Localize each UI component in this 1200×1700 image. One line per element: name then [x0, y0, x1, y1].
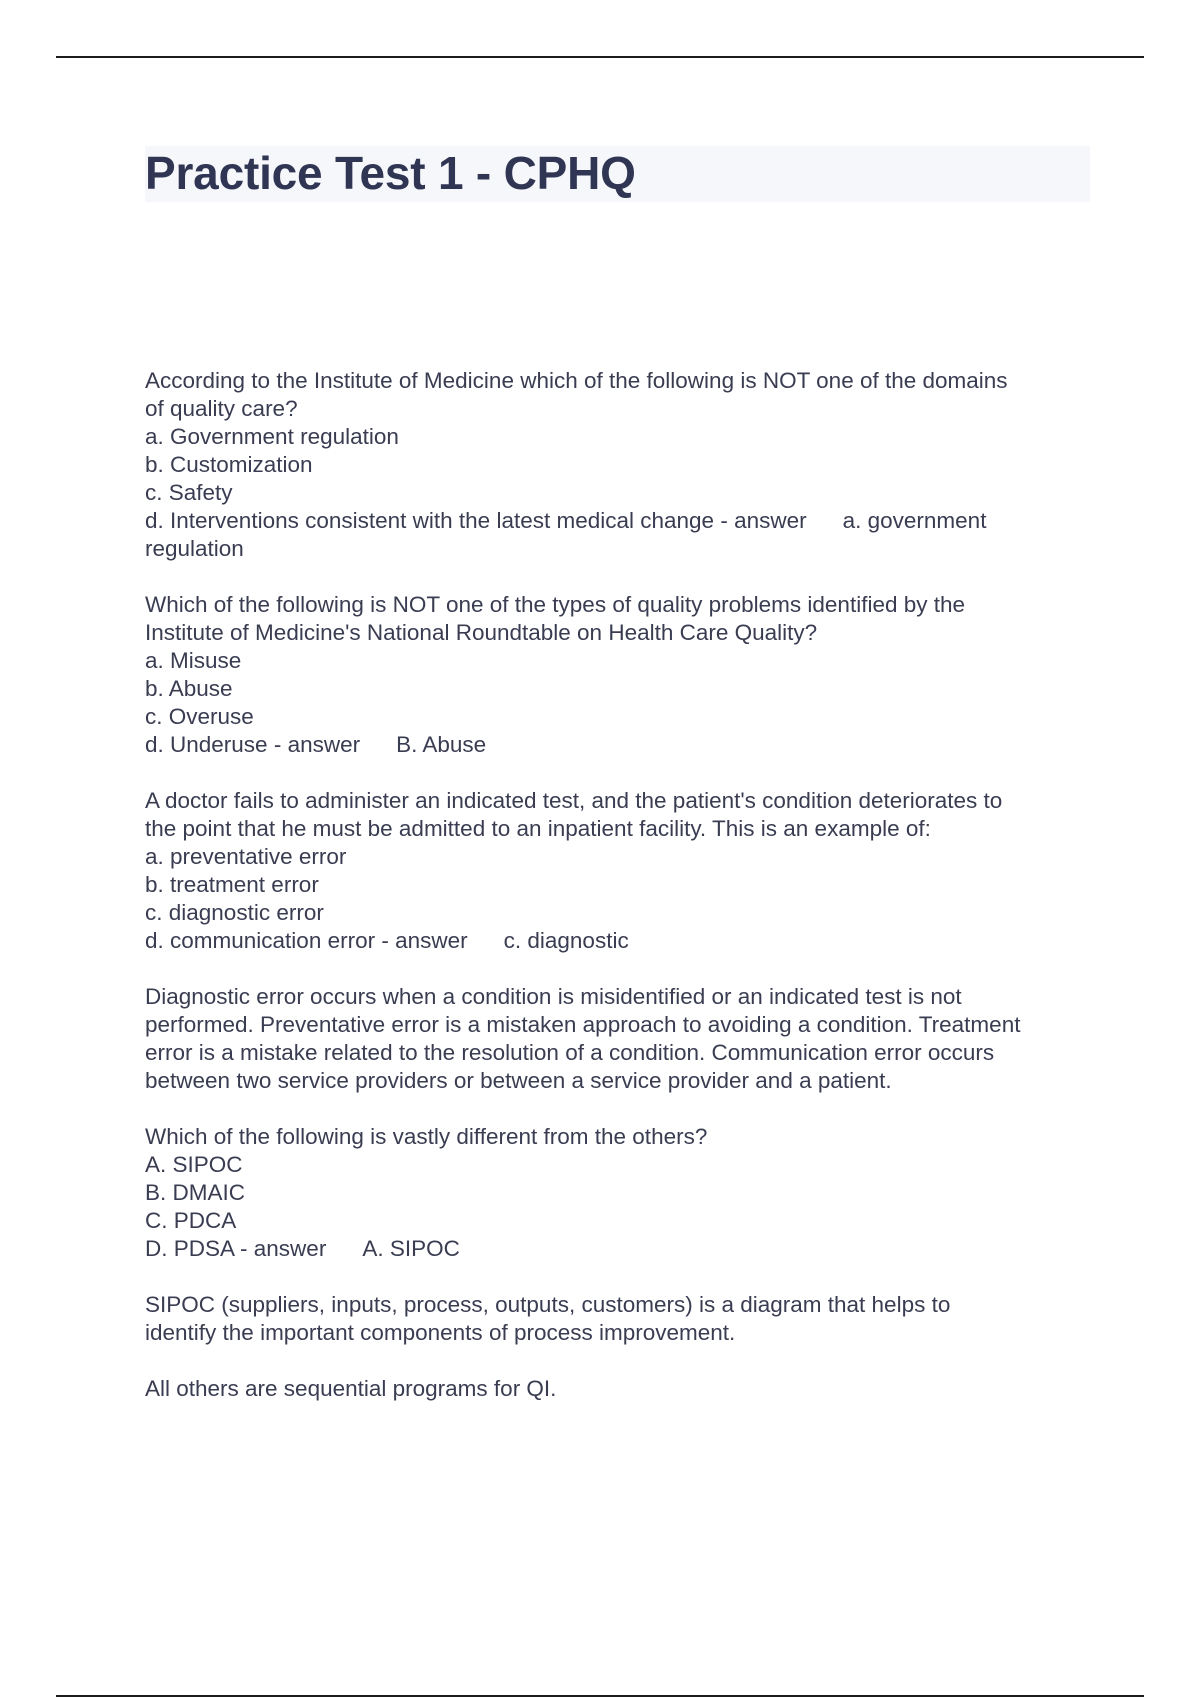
answer-option: a. Government regulation	[145, 424, 399, 449]
answer-line	[145, 927, 1090, 955]
question-block-4	[145, 1123, 1090, 1263]
answer-option: c. diagnostic error	[145, 900, 324, 925]
correct-answer: B. Abuse	[396, 732, 487, 757]
answer-option: A. SIPOC	[145, 1152, 243, 1177]
question-block-3	[145, 787, 1090, 955]
answer-line	[145, 1235, 1090, 1263]
page-title: Practice Test 1 - CPHQ	[145, 147, 636, 199]
answer-option: c. Overuse	[145, 704, 254, 729]
answer-option: a. Misuse	[145, 648, 242, 673]
bottom-rule	[56, 1695, 1144, 1697]
note-text: All others are sequential programs for QI.	[145, 1376, 557, 1401]
explanation-text: SIPOC (suppliers, inputs, process, outputs, customers) is a diagram that helps to	[145, 1292, 951, 1317]
question-text: Which of the following is NOT one of the types of quality problems identified by the	[145, 592, 966, 617]
question-text: the point that he must be admitted to an inpatient facility. This is an example of:	[145, 816, 931, 841]
answer-option: C. PDCA	[145, 1208, 237, 1233]
question-text: According to the Institute of Medicine which of the following is NOT one of the domains	[145, 368, 1008, 393]
answer-option: D. PDSA - answer	[145, 1236, 327, 1261]
answer-line	[145, 731, 1090, 759]
explanation-text: identify the important components of process improvement.	[145, 1320, 736, 1345]
answer-option: d. Interventions consistent with the latest medical change - answer	[145, 508, 807, 533]
answer-option: b. treatment error	[145, 872, 319, 897]
explanation-block-4	[145, 1291, 1090, 1347]
question-text: A doctor fails to administer an indicated test, and the patient's condition deteriorates to	[145, 788, 1003, 813]
answer-option: a. preventative error	[145, 844, 347, 869]
explanation-text: error is a mistake related to the resolution of a condition. Communication error occurs	[145, 1040, 995, 1065]
explanation-text: performed. Preventative error is a mistaken approach to avoiding a condition. Treatment	[145, 1012, 1021, 1037]
correct-answer: c. diagnostic	[503, 928, 629, 953]
explanation-text: Diagnostic error occurs when a condition is misidentified or an indicated test is not	[145, 984, 962, 1009]
question-text: Institute of Medicine's National Roundtable on Health Care Quality?	[145, 620, 818, 645]
explanation-text: between two service providers or between a service provider and a patient.	[145, 1068, 892, 1093]
question-block-2	[145, 591, 1090, 759]
answer-option: B. DMAIC	[145, 1180, 246, 1205]
correct-answer: A. SIPOC	[362, 1236, 460, 1261]
question-text: of quality care?	[145, 396, 298, 421]
correct-answer-continued: regulation	[145, 536, 244, 561]
answer-option: d. communication error - answer	[145, 928, 468, 953]
question-text: Which of the following is vastly different from the others?	[145, 1124, 708, 1149]
answer-line	[145, 507, 1090, 535]
top-rule	[56, 56, 1144, 58]
correct-answer: a. government	[842, 508, 987, 533]
document-body	[145, 367, 1090, 1431]
note-block-4	[145, 1375, 1090, 1403]
question-block-1	[145, 367, 1090, 563]
answer-option: b. Abuse	[145, 676, 233, 701]
answer-option: d. Underuse - answer	[145, 732, 361, 757]
answer-option: b. Customization	[145, 452, 313, 477]
explanation-block-3	[145, 983, 1090, 1095]
answer-option: c. Safety	[145, 480, 233, 505]
